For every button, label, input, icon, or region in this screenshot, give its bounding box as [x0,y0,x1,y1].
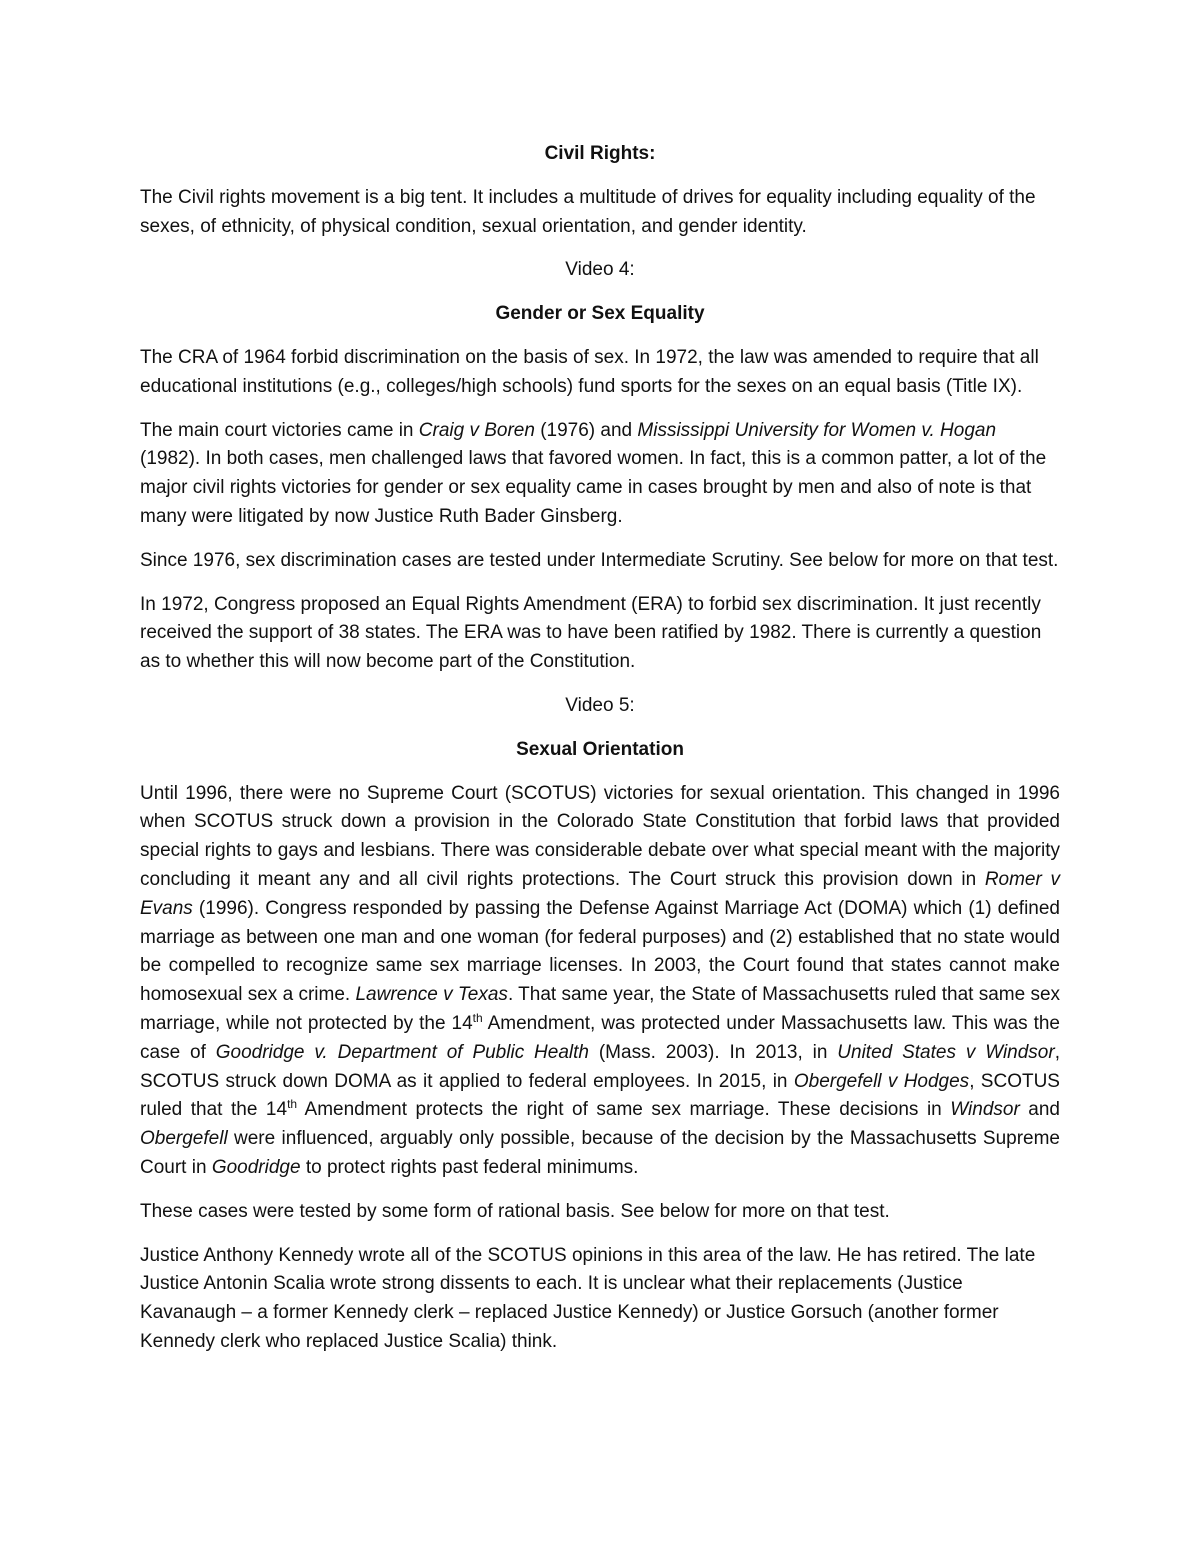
ordinal-suffix: th [472,1010,483,1025]
text-run: (1982). In both cases, men challenged laws that favored women. In fact, this is a common patter, a lot of the major civil rights victories for gender or sex equality came in cases brought by men and also of note is that many were litigated by now Justice Ruth Bader Ginsberg. [140,448,1047,527]
intro-paragraph: The Civil rights movement is a big tent. It includes a multitude of drives for equality including equality of the sexes, of ethnicity, of physical condition, sexual orientation, and gender identity. [140,186,1036,237]
case-name: Lawrence v Texas [355,984,508,1006]
text-run: (1996). Congress responded by passing the Defense Against Marriage Act (DOMA) which (1) defined marriage as between one man and one woman (for federal purposes) and (2) established that no state would be compelled to recognize same sex marriage licenses. In 2003, the Court found that states cannot make homosexual sex a crime. [140,897,1060,1006]
case-name: Goodridge v. Department of Public Health [215,1041,589,1063]
case-name: Mississippi University for Women v. Hogan [637,419,997,441]
text-run: Until 1996, there were no Supreme Court (SCOTUS) victories for sexual orientation. This changed in 1996 when SCOTUS struck down a provision in the Colorado State Constitution that forbid laws that provided special rights to gays and lesbians. There was considerable debate over what special meant with the majority concluding it meant any and all civil rights protections. The Court struck this provision down in [140,782,1060,890]
case-name: United States v Windsor [837,1041,1055,1063]
text-run: to protect rights past federal minimums. [300,1156,639,1178]
case-name: Craig v Boren [418,419,535,441]
section-heading-sexual-orientation: Sexual Orientation [516,738,684,760]
case-name: Windsor [950,1099,1020,1121]
ordinal-suffix: th [287,1097,298,1112]
court-victories-paragraph [140,417,1060,532]
text-run: (Mass. 2003). In 2013, in [588,1041,838,1063]
text-run: , SCOTUS struck down DOMA as it applied to federal employees. In 2015, in [140,1041,1060,1092]
text-run: The main court victories came in [140,419,419,441]
intermediate-scrutiny-paragraph: Since 1976, sex discrimination cases are tested under Intermediate Scrutiny. See below for more on that test. [140,549,1059,571]
case-name: Romer v Evans [140,868,1060,919]
text-run: Amendment protects the right of same sex marriage. These decisions in [297,1099,951,1121]
document-title: Civil Rights: [544,143,656,164]
text-run: , SCOTUS ruled that the 14 [140,1070,1060,1121]
text-run: (1976) and [534,419,638,441]
section-heading-gender-equality: Gender or Sex Equality [495,303,705,325]
case-name: Obergefell v Hodges [793,1070,970,1092]
rational-basis-paragraph: These cases were tested by some form of rational basis. See below for more on that test. [140,1200,890,1222]
video-4-label: Video 4: [565,259,635,281]
video-5-label: Video 5: [565,694,635,716]
text-run: and [1019,1099,1061,1121]
text-run: Amendment, was protected under Massachusetts law. This was the case of [140,1012,1060,1063]
cra-paragraph: The CRA of 1964 forbid discrimination on the basis of sex. In 1972, the law was amended to require that all educational institutions (e.g., colleges/high schools) fund sports for the sexes on an equal basis (Title IX). [140,346,1039,397]
text-run: . That same year, the State of Massachusetts ruled that same sex marriage, while not protected by the 14 [140,984,1061,1034]
text-run: were influenced, arguably only possible, because of the decision by the Massachusetts Supreme Court in [140,1128,1060,1178]
sexual-orientation-paragraph [140,780,1060,1183]
document-page [140,140,1060,1372]
era-paragraph: In 1972, Congress proposed an Equal Rights Amendment (ERA) to forbid sex discrimination. It just recently received the support of 38 states. The ERA was to have been ratified by 1982. There is currently a question as to whether this will now become part of the Constitution. [140,593,1042,673]
case-name: Obergefell [140,1128,228,1150]
case-name: Goodridge [211,1156,301,1178]
kennedy-paragraph: Justice Anthony Kennedy wrote all of the SCOTUS opinions in this area of the law. He has retired. The late Justice Antonin Scalia wrote strong dissents to each. It is unclear what their replacements (Justice Kavanaugh – a former Kennedy clerk – replaced Justice Kennedy) or Justice Gorsuch (another former Kennedy clerk who replaced Justice Scalia) think. [140,1244,1036,1352]
